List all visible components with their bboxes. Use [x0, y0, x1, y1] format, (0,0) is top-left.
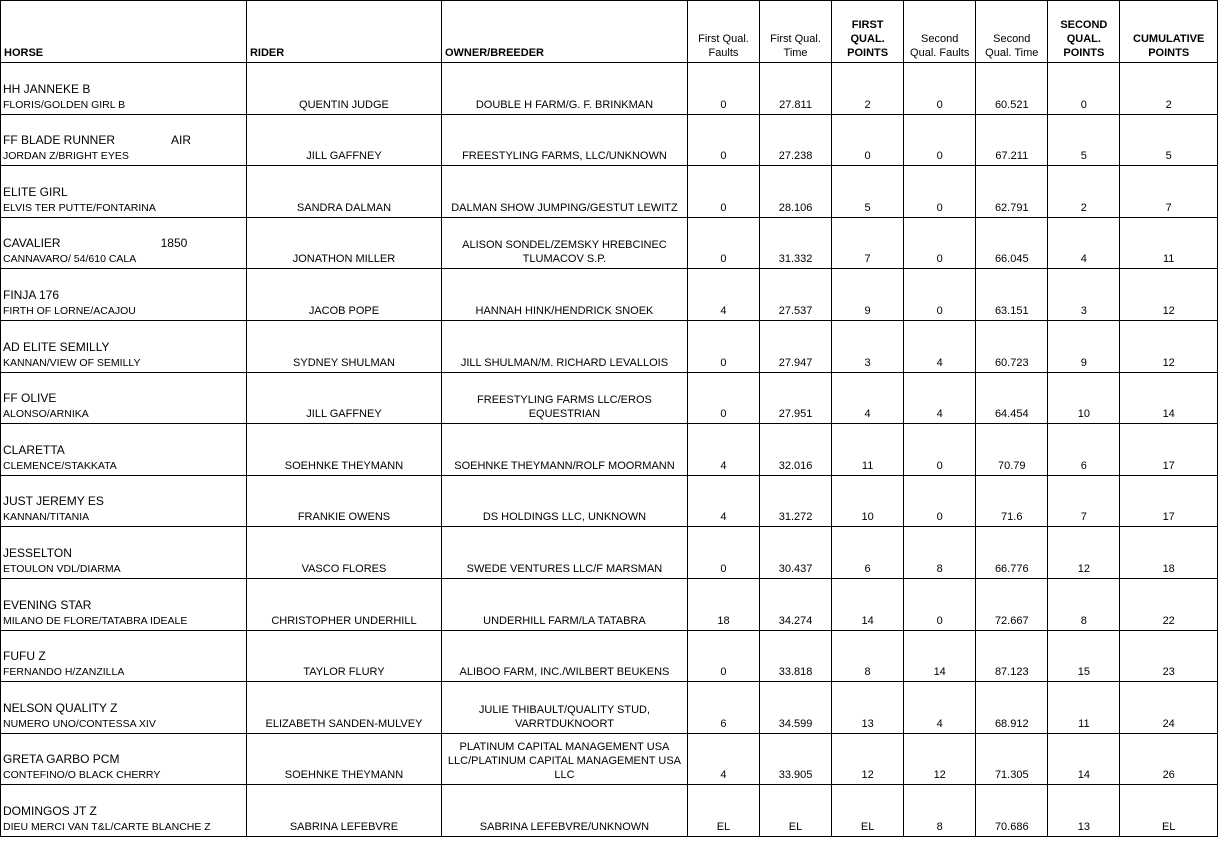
first-qual-faults-cell: 6	[687, 682, 759, 734]
owner-breeder-cell: SWEDE VENTURES LLC/F MARSMAN	[441, 527, 687, 579]
horse-cell	[1, 475, 247, 527]
first-qual-time-cell: 27.947	[760, 320, 832, 372]
cumulative-points-cell: 12	[1120, 320, 1218, 372]
table-row	[1, 682, 1218, 734]
first-qual-faults-cell: 0	[687, 527, 759, 579]
cumulative-points-cell: 7	[1120, 166, 1218, 218]
horse-pedigree: KANNAN/TITANIA	[3, 511, 90, 524]
second-qual-faults-cell: 0	[904, 63, 976, 115]
horse-cell	[1, 114, 247, 166]
rider-cell: SABRINA LEFEBVRE	[246, 785, 441, 837]
horse-cell	[1, 424, 247, 476]
owner-breeder-cell: SOEHNKE THEYMANN/ROLF MOORMANN	[441, 424, 687, 476]
first-qual-faults-cell: EL	[687, 785, 759, 837]
first-qual-faults-cell: 4	[687, 733, 759, 785]
rider-cell: SYDNEY SHULMAN	[246, 320, 441, 372]
cumulative-points-cell: 24	[1120, 682, 1218, 734]
horse-pedigree: FIRTH OF LORNE/ACAJOU	[3, 304, 136, 317]
horse-pedigree: ALONSO/ARNIKA	[3, 408, 89, 421]
first-qual-faults-cell: 0	[687, 166, 759, 218]
first-qual-time-cell: 27.951	[760, 372, 832, 424]
second-qual-faults-cell: 0	[904, 217, 976, 269]
owner-breeder-cell: DOUBLE H FARM/G. F. BRINKMAN	[441, 63, 687, 115]
table-row	[1, 269, 1218, 321]
rider-cell: SOEHNKE THEYMANN	[246, 733, 441, 785]
horse-name: DOMINGOS JT Z	[3, 803, 97, 818]
first-qual-time-cell: 27.811	[760, 63, 832, 115]
first-qual-time-cell: 34.599	[760, 682, 832, 734]
second-qual-time-cell: 63.151	[976, 269, 1048, 321]
rider-cell: VASCO FLORES	[246, 527, 441, 579]
horse-cell	[1, 578, 247, 630]
second-qual-time-cell: 60.723	[976, 320, 1048, 372]
horse-cell	[1, 166, 247, 218]
second-qual-faults-cell: 0	[904, 578, 976, 630]
header-first-qual-faults: First Qual. Faults	[687, 1, 759, 63]
table-row	[1, 785, 1218, 837]
horse-name: GRETA GARBO PCM	[3, 752, 120, 767]
first-qual-faults-cell: 0	[687, 372, 759, 424]
cumulative-points-cell: 17	[1120, 475, 1218, 527]
second-qual-points-cell: 13	[1048, 785, 1120, 837]
horse-pedigree: KANNAN/VIEW OF SEMILLY	[3, 356, 141, 369]
horse-cell	[1, 785, 247, 837]
rider-cell: SOEHNKE THEYMANN	[246, 424, 441, 476]
first-qual-time-cell: 31.332	[760, 217, 832, 269]
first-qual-points-cell: 12	[832, 733, 904, 785]
owner-breeder-cell: ALISON SONDEL/ZEMSKY HREBCINEC TLUMACOV S.P.	[441, 217, 687, 269]
horse-cell	[1, 320, 247, 372]
first-qual-points-cell: 5	[832, 166, 904, 218]
owner-breeder-cell: JULIE THIBAULT/QUALITY STUD, VARRTDUKNOORT	[441, 682, 687, 734]
header-cumulative-points: CUMULATIVE POINTS	[1120, 1, 1218, 63]
horse-name: JESSELTON	[3, 545, 72, 560]
table-row	[1, 320, 1218, 372]
rider-cell: JONATHON MILLER	[246, 217, 441, 269]
owner-breeder-cell: ALIBOO FARM, INC./WILBERT BEUKENS	[441, 630, 687, 682]
first-qual-faults-cell: 0	[687, 114, 759, 166]
owner-breeder-cell: FREESTYLING FARMS, LLC/UNKNOWN	[441, 114, 687, 166]
owner-breeder-cell: UNDERHILL FARM/LA TATABRA	[441, 578, 687, 630]
table-row	[1, 114, 1218, 166]
horse-name: AD ELITE SEMILLY	[3, 339, 110, 354]
second-qual-faults-cell: 12	[904, 733, 976, 785]
table-row	[1, 578, 1218, 630]
horse-cell	[1, 527, 247, 579]
header-second-qual-faults: Second Qual. Faults	[904, 1, 976, 63]
horse-name: HH JANNEKE B	[3, 81, 91, 96]
table-row	[1, 630, 1218, 682]
table-row	[1, 166, 1218, 218]
cumulative-points-cell: 12	[1120, 269, 1218, 321]
horse-pedigree: FLORIS/GOLDEN GIRL B	[3, 98, 126, 111]
owner-breeder-cell: HANNAH HINK/HENDRICK SNOEK	[441, 269, 687, 321]
second-qual-points-cell: 11	[1048, 682, 1120, 734]
horse-name: JUST JEREMY ES	[3, 494, 104, 509]
horse-name: EVENING STAR	[3, 597, 92, 612]
header-owner-breeder: OWNER/BREEDER	[441, 1, 687, 63]
first-qual-faults-cell: 4	[687, 424, 759, 476]
second-qual-points-cell: 6	[1048, 424, 1120, 476]
first-qual-time-cell: 27.537	[760, 269, 832, 321]
second-qual-faults-cell: 0	[904, 269, 976, 321]
horse-name: FF OLIVE	[3, 391, 57, 406]
first-qual-points-cell: 2	[832, 63, 904, 115]
first-qual-points-cell: 8	[832, 630, 904, 682]
second-qual-points-cell: 0	[1048, 63, 1120, 115]
second-qual-time-cell: 64.454	[976, 372, 1048, 424]
rider-cell: TAYLOR FLURY	[246, 630, 441, 682]
horse-name: NELSON QUALITY Z	[3, 700, 118, 715]
cumulative-points-cell: EL	[1120, 785, 1218, 837]
first-qual-faults-cell: 4	[687, 475, 759, 527]
horse-cell	[1, 63, 247, 115]
second-qual-points-cell: 4	[1048, 217, 1120, 269]
table-row	[1, 475, 1218, 527]
rider-cell: JILL GAFFNEY	[246, 372, 441, 424]
second-qual-points-cell: 9	[1048, 320, 1120, 372]
horse-pedigree: NUMERO UNO/CONTESSA XIV	[3, 717, 156, 730]
second-qual-faults-cell: 0	[904, 166, 976, 218]
second-qual-time-cell: 60.521	[976, 63, 1048, 115]
horse-cell	[1, 269, 247, 321]
header-second-qual-time: Second Qual. Time	[976, 1, 1048, 63]
horse-pedigree: CLEMENCE/STAKKATA	[3, 459, 117, 472]
first-qual-time-cell: EL	[760, 785, 832, 837]
first-qual-time-cell: 32.016	[760, 424, 832, 476]
first-qual-time-cell: 34.274	[760, 578, 832, 630]
first-qual-points-cell: 3	[832, 320, 904, 372]
header-horse: HORSE	[1, 1, 247, 63]
first-qual-time-cell: 27.238	[760, 114, 832, 166]
second-qual-faults-cell: 4	[904, 372, 976, 424]
first-qual-points-cell: EL	[832, 785, 904, 837]
second-qual-time-cell: 70.79	[976, 424, 1048, 476]
table-row	[1, 372, 1218, 424]
header-row	[1, 1, 1218, 63]
owner-breeder-cell: SABRINA LEFEBVRE/UNKNOWN	[441, 785, 687, 837]
second-qual-points-cell: 14	[1048, 733, 1120, 785]
horse-pedigree: CONTEFINO/O BLACK CHERRY	[3, 769, 161, 782]
owner-breeder-cell: DS HOLDINGS LLC, UNKNOWN	[441, 475, 687, 527]
table-row	[1, 733, 1218, 785]
second-qual-faults-cell: 0	[904, 424, 976, 476]
second-qual-faults-cell: 14	[904, 630, 976, 682]
rider-cell: QUENTIN JUDGE	[246, 63, 441, 115]
first-qual-points-cell: 11	[832, 424, 904, 476]
second-qual-points-cell: 7	[1048, 475, 1120, 527]
second-qual-time-cell: 87.123	[976, 630, 1048, 682]
first-qual-time-cell: 33.905	[760, 733, 832, 785]
second-qual-points-cell: 15	[1048, 630, 1120, 682]
second-qual-faults-cell: 0	[904, 475, 976, 527]
cumulative-points-cell: 2	[1120, 63, 1218, 115]
rider-cell: FRANKIE OWENS	[246, 475, 441, 527]
horse-pedigree: CANNAVARO/ 54/610 CALA	[3, 253, 137, 266]
second-qual-points-cell: 12	[1048, 527, 1120, 579]
rider-cell: ELIZABETH SANDEN-MULVEY	[246, 682, 441, 734]
first-qual-faults-cell: 0	[687, 320, 759, 372]
second-qual-faults-cell: 8	[904, 785, 976, 837]
second-qual-points-cell: 3	[1048, 269, 1120, 321]
second-qual-points-cell: 5	[1048, 114, 1120, 166]
second-qual-time-cell: 66.045	[976, 217, 1048, 269]
second-qual-time-cell: 71.6	[976, 475, 1048, 527]
cumulative-points-cell: 22	[1120, 578, 1218, 630]
second-qual-time-cell: 66.776	[976, 527, 1048, 579]
rider-cell: SANDRA DALMAN	[246, 166, 441, 218]
second-qual-time-cell: 62.791	[976, 166, 1048, 218]
second-qual-points-cell: 8	[1048, 578, 1120, 630]
horse-pedigree: FERNANDO H/ZANZILLA	[3, 666, 125, 679]
second-qual-faults-cell: 4	[904, 682, 976, 734]
cumulative-points-cell: 17	[1120, 424, 1218, 476]
header-first-qual-points: FIRST QUAL. POINTS	[832, 1, 904, 63]
second-qual-time-cell: 67.211	[976, 114, 1048, 166]
first-qual-time-cell: 33.818	[760, 630, 832, 682]
table-row	[1, 217, 1218, 269]
header-second-qual-points: SECOND QUAL. POINTS	[1048, 1, 1120, 63]
second-qual-faults-cell: 0	[904, 114, 976, 166]
header-rider: RIDER	[246, 1, 441, 63]
cumulative-points-cell: 18	[1120, 527, 1218, 579]
horse-pedigree: MILANO DE FLORE/TATABRA IDEALE	[3, 614, 188, 627]
horse-cell	[1, 372, 247, 424]
horse-cell	[1, 682, 247, 734]
rider-cell: JILL GAFFNEY	[246, 114, 441, 166]
horse-cell	[1, 733, 247, 785]
second-qual-time-cell: 68.912	[976, 682, 1048, 734]
table-row	[1, 424, 1218, 476]
cumulative-points-cell: 11	[1120, 217, 1218, 269]
horse-name: CAVALIER 1850	[3, 236, 188, 251]
first-qual-points-cell: 6	[832, 527, 904, 579]
first-qual-points-cell: 7	[832, 217, 904, 269]
horse-cell	[1, 630, 247, 682]
first-qual-points-cell: 9	[832, 269, 904, 321]
rider-cell: JACOB POPE	[246, 269, 441, 321]
horse-cell	[1, 217, 247, 269]
owner-breeder-cell: FREESTYLING FARMS LLC/EROS EQUESTRIAN	[441, 372, 687, 424]
cumulative-points-cell: 23	[1120, 630, 1218, 682]
horse-pedigree: ETOULON VDL/DIARMA	[3, 562, 121, 575]
first-qual-time-cell: 31.272	[760, 475, 832, 527]
horse-name: ELITE GIRL	[3, 184, 68, 199]
first-qual-faults-cell: 4	[687, 269, 759, 321]
second-qual-faults-cell: 8	[904, 527, 976, 579]
second-qual-time-cell: 70.686	[976, 785, 1048, 837]
first-qual-time-cell: 28.106	[760, 166, 832, 218]
horse-pedigree: DIEU MERCI VAN T&L/CARTE BLANCHE Z	[3, 820, 211, 833]
cumulative-points-cell: 14	[1120, 372, 1218, 424]
horse-pedigree: ELVIS TER PUTTE/FONTARINA	[3, 201, 156, 214]
first-qual-points-cell: 14	[832, 578, 904, 630]
horse-name: FF BLADE RUNNER AIR	[3, 133, 192, 148]
horse-pedigree: JORDAN Z/BRIGHT EYES	[3, 150, 129, 163]
first-qual-points-cell: 10	[832, 475, 904, 527]
first-qual-points-cell: 4	[832, 372, 904, 424]
first-qual-faults-cell: 0	[687, 630, 759, 682]
table-row	[1, 63, 1218, 115]
first-qual-points-cell: 0	[832, 114, 904, 166]
second-qual-points-cell: 10	[1048, 372, 1120, 424]
header-first-qual-time: First Qual. Time	[760, 1, 832, 63]
owner-breeder-cell: PLATINUM CAPITAL MANAGEMENT USA LLC/PLATINUM CAPITAL MANAGEMENT USA LLC	[441, 733, 687, 785]
second-qual-points-cell: 2	[1048, 166, 1120, 218]
first-qual-points-cell: 13	[832, 682, 904, 734]
horse-name: FUFU Z	[3, 649, 46, 664]
cumulative-points-cell: 26	[1120, 733, 1218, 785]
second-qual-time-cell: 72.667	[976, 578, 1048, 630]
second-qual-time-cell: 71.305	[976, 733, 1048, 785]
first-qual-time-cell: 30.437	[760, 527, 832, 579]
table-row	[1, 527, 1218, 579]
owner-breeder-cell: JILL SHULMAN/M. RICHARD LEVALLOIS	[441, 320, 687, 372]
first-qual-faults-cell: 0	[687, 63, 759, 115]
cumulative-points-cell: 5	[1120, 114, 1218, 166]
second-qual-faults-cell: 4	[904, 320, 976, 372]
owner-breeder-cell: DALMAN SHOW JUMPING/GESTUT LEWITZ	[441, 166, 687, 218]
horse-name: FINJA 176	[3, 287, 60, 302]
first-qual-faults-cell: 0	[687, 217, 759, 269]
first-qual-faults-cell: 18	[687, 578, 759, 630]
rider-cell: CHRISTOPHER UNDERHILL	[246, 578, 441, 630]
horse-name: CLARETTA	[3, 442, 65, 457]
